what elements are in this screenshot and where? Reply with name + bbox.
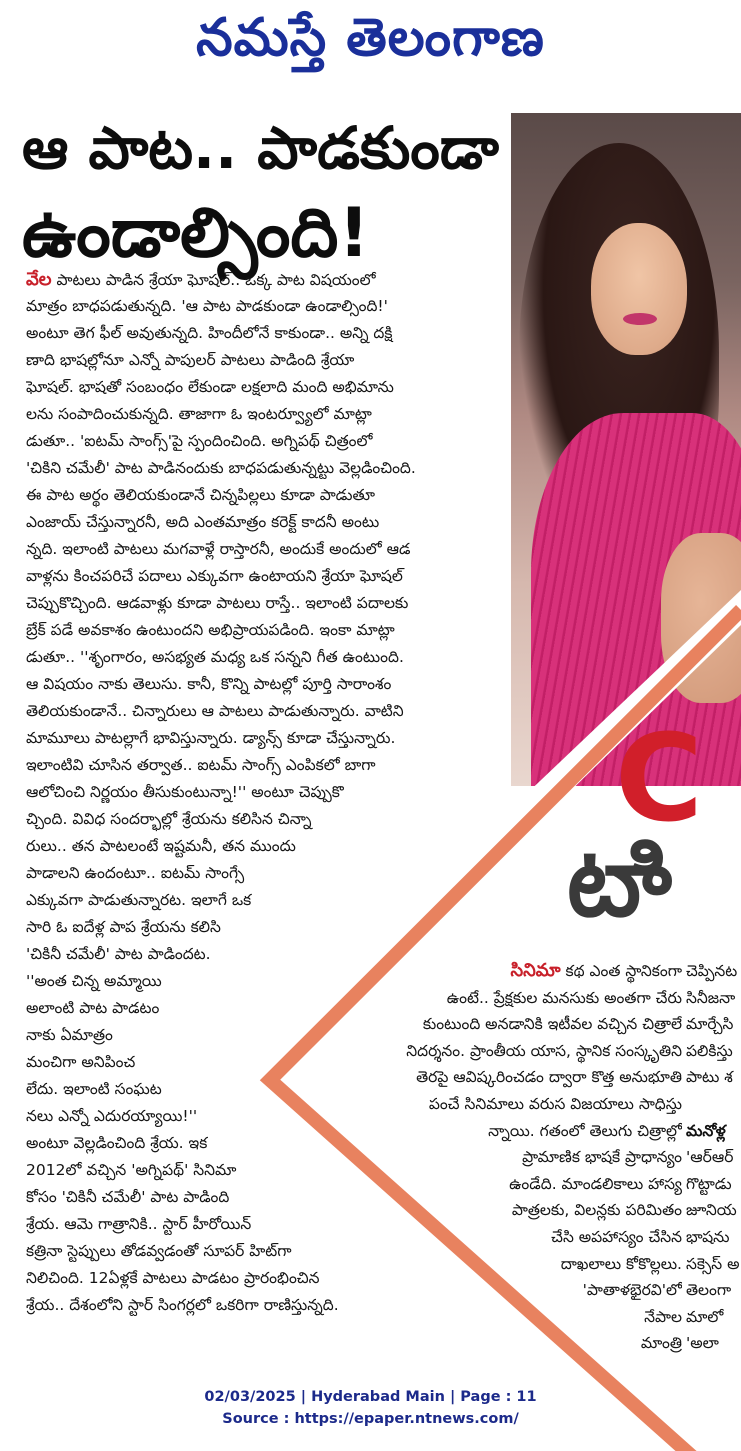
side-story-line: సినిమా కథ ఎంత స్థానికంగా (510, 960, 682, 981)
article-line: నలు ఎన్నో ఎదురయ్యాయి!'' (26, 1107, 198, 1125)
article-line: అలాంటి పాట పాడటం (26, 999, 160, 1017)
article-line: కోసం 'చికినీ చమేలీ' పాట పాడింది (26, 1188, 230, 1206)
article-line: ఇలాంటివి చూసిన తర్వాత.. ఐటమ్ సాంగ్స్ ఎంపికలో బాగా (26, 756, 376, 774)
page-footer (0, 1386, 741, 1430)
side-story-line: 'పాతాళభైరవి'లో (582, 1281, 682, 1300)
article-line: నాకు ఏమాత్రం (26, 1026, 113, 1044)
article-line: ''అంత చిన్న అమ్మాయి (26, 972, 162, 990)
side-story-line: నేపాల (644, 1307, 682, 1326)
col3-line: తెలంగా (686, 1281, 732, 1300)
col3-line (686, 1091, 741, 1118)
article-line: ఆలోచించి నిర్ణయం తీసుకుంటున్నా!'' అంటూ చెప్పుకొ (26, 783, 344, 801)
article-line: ఈ పాట అర్థం తెలియకుండానే చిన్నపిల్లలు కూడా పాడుతూ (26, 486, 375, 504)
article-line: చ్చింది. వివిధ సందర్భాల్లో శ్రేయను కలిసిన చిన్నా (26, 810, 312, 828)
article-lead-word: వేల (26, 269, 52, 290)
article-line: ఎంజాయ్ చేస్తున్నారనీ, అది ఎంతమాత్రం కరెక్ట్ కాదనీ అంటు (26, 513, 380, 531)
article-line: మాత్రం బాధపడుతున్నది. 'ఆ పాట పాడకుండా ఉండాల్సింది!' (26, 297, 388, 315)
side-story-line: పంచే సినిమాలు వరుస విజయాలు సాధిస్తు (428, 1094, 682, 1113)
article-line: తెలియకుండానే.. చిన్నారులు ఆ పాటలు పాడుతున్నారు. వాటిని (26, 702, 404, 720)
col3-line: మాలో (686, 1307, 724, 1326)
article-line: వాళ్లను కించపరిచే పదాలు ఎక్కువగా ఉంటాయని శ్రేయా ఘోషల్ (26, 567, 403, 585)
side-story-line: పాత్రలకు, విలన్లకు పరిమితం (511, 1201, 682, 1220)
col3-line: 'అలా (686, 1334, 719, 1353)
col3-line: భాషను (686, 1227, 730, 1246)
col3-line: మార్చేసి (686, 1015, 734, 1034)
col3-line: చెప్పినట (686, 962, 738, 980)
article-line: ఆ విషయం నాకు తెలుసు. కానీ, కొన్ని పాటల్లో పూర్తి సారాంశం (26, 675, 392, 693)
side-story-line: కుంటుంది అనడానికి ఇటీవల వచ్చిన చిత్రాలే (422, 1015, 682, 1034)
headline-line-1: ఆ పాట.. పాడకుండా (22, 114, 499, 182)
side-story-line: ప్రామాణిక భాషకే ప్రాధాన్యం (522, 1148, 682, 1167)
side-headline-grey: టాి (567, 826, 672, 938)
col3-subheading: మనోళ్ల (686, 1121, 726, 1140)
side-story-line: చేసి అపహాస్యం చేసిన (551, 1227, 682, 1246)
article-line: ణాది భాషల్లోనూ ఎన్నో పాపులర్ పాటలు పాడింది శ్రేయా (26, 351, 355, 369)
side-story-body (326, 958, 682, 1357)
article-line: నిలిచింది. 12ఏళ్లకే పాటలు పాడటం ప్రారంభించిన (26, 1269, 320, 1287)
article-line: డుతూ.. 'ఐటమ్ సాంగ్స్'పై స్పందించింది. అగ్నిపథ్ చిత్రంలో (26, 432, 373, 450)
article-line: శ్రేయ. ఆమె గాత్రానికి.. స్టార్ హీరోయిన్ (26, 1215, 252, 1233)
side-story-line: దాఖలాలు కోకొల్లలు. (560, 1254, 682, 1273)
article-line: 2012లో వచ్చిన 'అగ్నిపథ్' సినిమా (26, 1161, 237, 1179)
headline-line-2: ఉండాల్సింది! (22, 194, 370, 273)
side-story-lead-word: సినిమా (510, 960, 561, 981)
article-line: 'చికిని చమేలీ' పాట పాడినందుకు బాధపడుతున్నట్టు వెల్లడించింది. (26, 459, 416, 477)
side-story-line: న్నాయి. గతంలో తెలుగు చిత్రాల్లో (488, 1121, 682, 1140)
article-line: ఘోషల్. భాషతో సంబంధం లేకుండా లక్షలాది మంది అభిమాను (26, 378, 394, 396)
article-line: చెప్పుకొచ్చింది. ఆడవాళ్లు కూడా పాటలు రాస్తే.. ఇలాంటి పదాలకు (26, 594, 409, 612)
article-line: అంటూ తెగ ఫీల్ అవుతున్నది. హిందీలోనే కాకుండా.. అన్ని దక్షి (26, 324, 393, 342)
article-line: శ్రేయ.. దేశంలోని స్టార్ సింగర్లలో ఒకరిగా రాణిస్తున్నది. (26, 1296, 339, 1314)
col3-line: 'ఆర్ఆర్ (686, 1148, 734, 1167)
article-line: లను సంపాదించుకున్నది. తాజాగా ఓ ఇంటర్వ్యూలో మాట్లా (26, 405, 372, 423)
article-line: అంటూ వెల్లడించింది శ్రేయ. ఇక (26, 1134, 208, 1152)
article-line: మంచిగా అనిపించ (26, 1053, 136, 1071)
col3-line: సినీజనా (686, 988, 736, 1007)
col3-line: పలికిస్తు (686, 1041, 733, 1060)
col3-line: పాటు శ (686, 1068, 733, 1087)
side-headline-red: C (615, 720, 704, 849)
footer-date-edition: 02/03/2025 | Hyderabad Main | Page : 11 (204, 1389, 537, 1405)
masthead-title: నమస్తే తెలంగాణ (196, 8, 545, 68)
article-line: ఎక్కువగా పాడుతున్నారట. ఇలాగే ఒక (26, 891, 252, 909)
article-line: కత్రినా స్టెప్పులు తోడవ్వడంతో సూపర్ హిట్‌గా (26, 1242, 292, 1260)
side-story-line: ఉంటే.. ప్రేక్షకుల మనసుకు అంతగా చేరు (446, 988, 682, 1007)
side-story-column-3 (686, 958, 741, 1357)
article-line: రులు.. తన పాటలంటే ఇష్టమనీ, తన ముందు (26, 837, 296, 855)
article-line: బ్రేక్ పడే అవకాశం ఉంటుందని అభిప్రాయపడింది. ఇంకా మాట్లా (26, 621, 395, 639)
article-line: మామూలు పాటల్లాగే భావిస్తున్నారు. డ్యాన్స్ కూడా చేస్తున్నారు. (26, 729, 396, 747)
col3-line: గొట్టాడు (686, 1174, 732, 1193)
col3-line: సక్సెస్ అ (686, 1254, 740, 1273)
side-story-line: ఉండేది. మాండలికాలు హాస్య (509, 1174, 682, 1193)
article-line: న్నది. ఇలాంటి పాటలు మగవాళ్లే రాస్తారనీ, అందుకే అందులో ఆడ (26, 540, 411, 558)
article-line: పాడాలని ఉందంటూ.. ఐటమ్ సాంగ్సే (26, 864, 245, 882)
article-line: సారి ఓ ఐదేళ్ల పాప శ్రేయను కలిసి (26, 918, 221, 936)
col3-line: జూనియ (686, 1201, 737, 1220)
article-line: డుతూ.. ''శృంగారం, అసభ్యత మధ్య ఒక సన్నని గీత ఉంటుంది. (26, 648, 404, 666)
article-line: వేల పాటలు పాడిన శ్రేయా ఘోషల్.. ఒక్క పాట విషయంలో (26, 269, 376, 290)
side-story-line: తెరపై ఆవిష్కరించడం ద్వారా కొత్త అనుభూతి (416, 1068, 682, 1087)
article-line: 'చికినీ చమేలీ' పాట పాడిందట. (26, 945, 211, 963)
side-story-line: నిదర్శనం. ప్రాంతీయ యాస, స్థానిక సంస్కృతిని (406, 1041, 682, 1060)
side-story-line: మాంత్రి (640, 1334, 682, 1353)
side-story-headline (563, 720, 741, 950)
footer-source-link[interactable]: Source : https://epaper.ntnews.com/ (222, 1411, 519, 1427)
article-line: లేదు. ఇలాంటి సంఘట (26, 1080, 162, 1098)
